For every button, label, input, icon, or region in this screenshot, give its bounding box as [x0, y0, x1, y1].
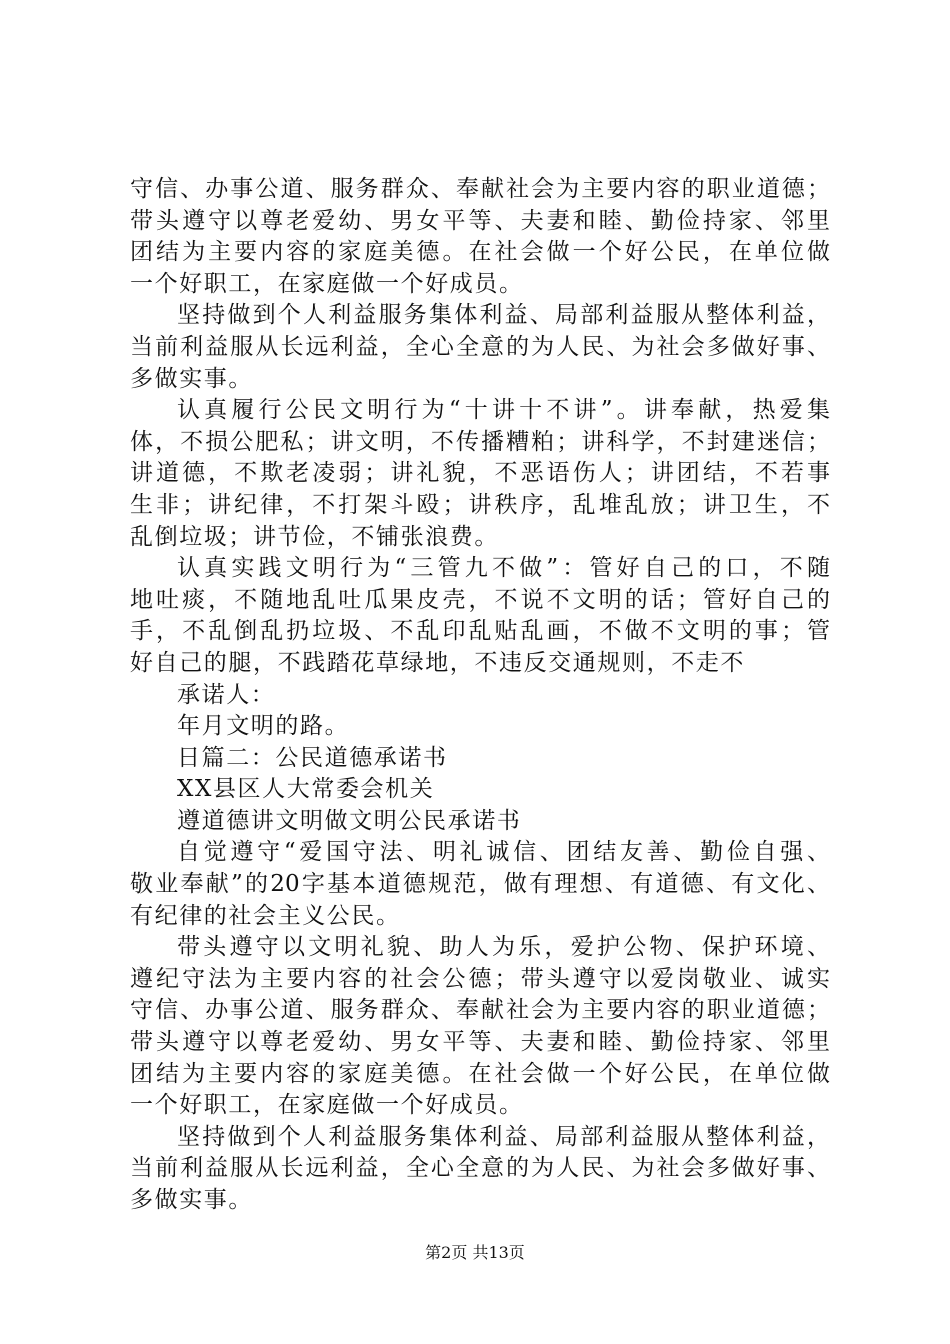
text-line: 敬业奉献”的20字基本道德规范，做有理想、有道德、有文化、 — [130, 871, 830, 898]
text-line: 带头遵守以尊老爱幼、男女平等、夫妻和睦、勤俭持家、邻里 — [130, 207, 830, 234]
text-line: 讲道德，不欺老凌弱；讲礼貌，不恶语伤人；讲团结，不若事 — [130, 460, 830, 487]
text-line: 生非；讲纪律，不打架斗殴；讲秩序，乱堆乱放；讲卫生，不 — [130, 491, 830, 518]
text-line: 多做实事。 — [130, 365, 253, 392]
text-line: 团结为主要内容的家庭美德。在社会做一个好公民，在单位做 — [130, 239, 830, 266]
text-line: 守信、办事公道、服务群众、奉献社会为主要内容的职业道德； — [130, 997, 830, 1024]
text-line: 有纪律的社会主义公民。 — [130, 902, 401, 929]
document-title: 遵道德讲文明做文明公民承诺书 — [177, 807, 522, 834]
text-line: 团结为主要内容的家庭美德。在社会做一个好公民，在单位做 — [130, 1060, 830, 1087]
text-line: 乱倒垃圾；讲节俭，不铺张浪费。 — [130, 523, 499, 550]
text-line: 守信、办事公道、服务群众、奉献社会为主要内容的职业道德； — [130, 176, 830, 202]
page-footer: 第2页 共13页 — [425, 1243, 525, 1262]
text-line: 带头遵守以尊老爱幼、男女平等、夫妻和睦、勤俭持家、邻里 — [130, 1029, 830, 1056]
paragraph-start-line: 认真履行公民文明行为“十讲十不讲”。讲奉献，热爱集 — [177, 397, 830, 424]
paragraph-start-line: 认真实践文明行为“三管九不做”：管好自己的口，不随 — [177, 555, 830, 582]
text-line: 手，不乱倒乱扔垃圾、不乱印乱贴乱画，不做不文明的事；管 — [130, 618, 830, 645]
paragraph-start-line: 自觉遵守“爱国守法、明礼诚信、团结友善、勤俭自强、 — [177, 839, 830, 866]
paragraph-start-line: 坚持做到个人利益服务集体利益、局部利益服从整体利益， — [177, 302, 830, 329]
paragraph-start-line: 坚持做到个人利益服务集体利益、局部利益服从整体利益， — [177, 1123, 830, 1150]
paragraph-start-line: 带头遵守以文明礼貌、助人为乐，爱护公物、保护环境、 — [177, 934, 830, 961]
organization-name: XX县区人大常委会机关 — [177, 776, 435, 803]
text-line: 地吐痰，不随地乱吐瓜果皮壳，不说不文明的话；管好自己的 — [130, 586, 830, 613]
text-line: 好自己的腿，不践踏花草绿地，不违反交通规则，不走不 — [130, 649, 745, 676]
text-line: 遵纪守法为主要内容的社会公德；带头遵守以爱岗敬业、诚实 — [130, 965, 830, 992]
section-heading: 日篇二：公民道德承诺书 — [177, 744, 448, 771]
text-line: 多做实事。 — [130, 1187, 253, 1213]
text-line: 一个好职工，在家庭做一个好成员。 — [130, 1092, 524, 1119]
text-line: 当前利益服从长远利益，全心全意的为人民、为社会多做好事、 — [130, 1155, 830, 1182]
text-line: 年月文明的路。 — [177, 713, 350, 740]
text-line: 一个好职工，在家庭做一个好成员。 — [130, 270, 524, 297]
document-body — [130, 174, 830, 1217]
text-line: 当前利益服从长远利益，全心全意的为人民、为社会多做好事、 — [130, 333, 830, 360]
text-line: 体，不损公肥私；讲文明，不传播糟粕；讲科学，不封建迷信； — [130, 428, 830, 455]
signature-label: 承诺人： — [177, 681, 276, 708]
